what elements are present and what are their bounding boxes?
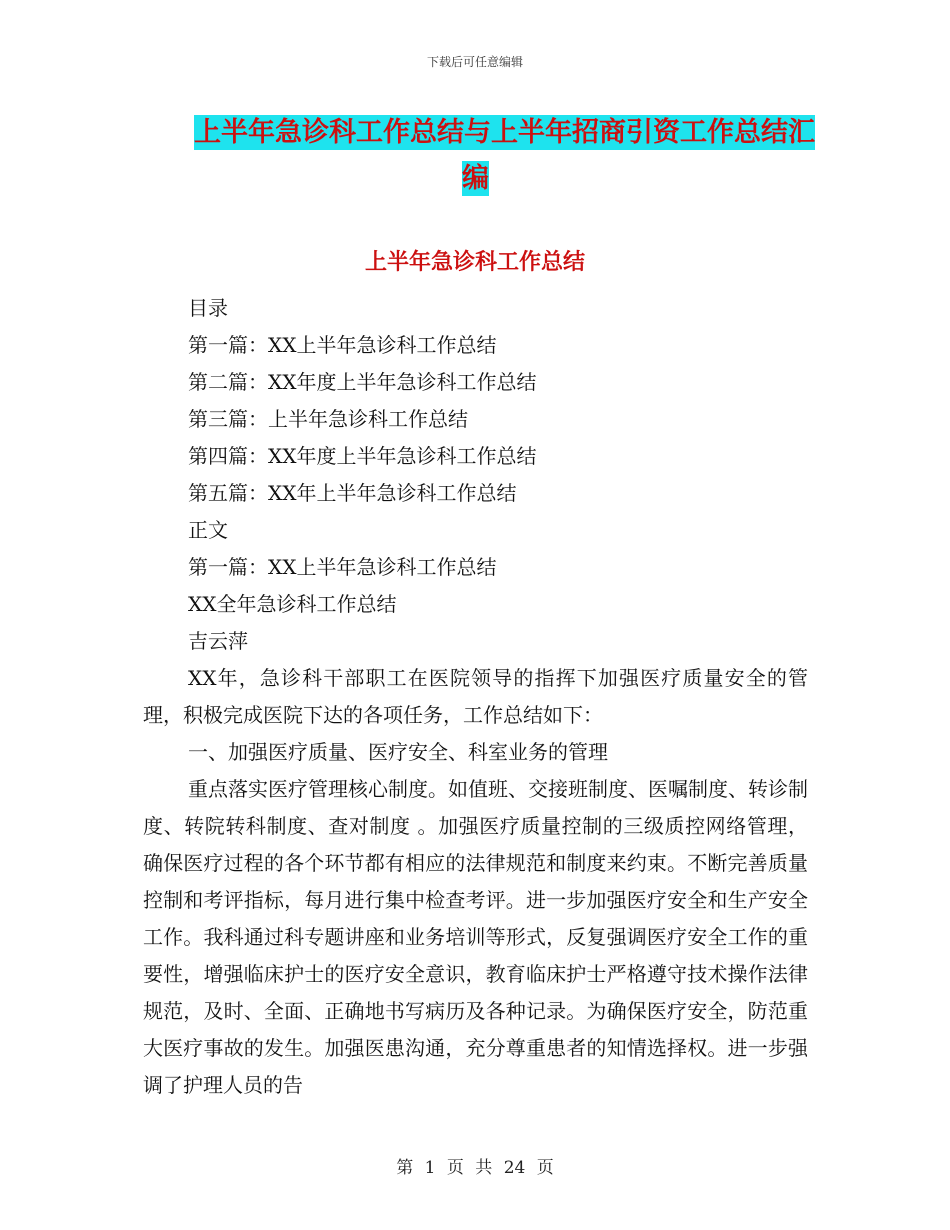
toc-item: 第三篇：上半年急诊科工作总结 xyxy=(188,407,468,431)
toc-item: 第二篇：XX年度上半年急诊科工作总结 xyxy=(188,370,537,394)
page-number: 第 1 页 共 24 页 xyxy=(396,1158,554,1178)
author-name: 吉云萍 xyxy=(188,629,248,653)
chapter-subtitle: XX全年急诊科工作总结 xyxy=(188,592,397,616)
section-title: 上半年急诊科工作总结 xyxy=(364,250,585,275)
heading-section-1: 一、加强医疗质量、医疗安全、科室业务的管理 xyxy=(188,740,608,764)
toc-item: 第一篇：XX上半年急诊科工作总结 xyxy=(188,333,497,357)
toc-item: 第五篇：XX年上半年急诊科工作总结 xyxy=(188,481,517,505)
toc-heading: 目录 xyxy=(188,296,228,320)
toc-item: 第四篇：XX年度上半年急诊科工作总结 xyxy=(188,444,537,468)
paragraph-intro: XX年，急诊科干部职工在医院领导的指挥下加强医疗质量安全的管理，积极完成医院下达的各项任务，工作总结如下： xyxy=(143,666,808,727)
paragraph-body: 重点落实医疗管理核心制度。如值班、交接班制度、医嘱制度、转诊制度、转院转科制度、查对制度 。加强医疗质量控制的三级质控网络管理，确保医疗过程的各个环节都有相应的法律规范和制度来约束。不断完善质量控制和考评指标，每月进行集中检查考评。进一步加强医疗安全和生产安全工作。我科通过科专题讲座和业务培训等形式，反复强调医疗安全工作的重要性，增强临床护士的医疗安全意识，教育临床护士严格遵守技术操作法律规范，及时、全面、正确地书写病历及各种记录。为确保医疗安全，防范重大医疗事故的发生。加强医患沟通，充分尊重患者的知情选择权。进一步强调了护理人员的告 xyxy=(143,777,808,1097)
document-body xyxy=(143,290,808,1104)
body-label: 正文 xyxy=(188,518,228,542)
page-header-note: 下载后可任意编辑 xyxy=(426,55,523,69)
title-line-1: 上半年急诊科工作总结与上半年招商引资工作总结汇 xyxy=(194,117,815,148)
chapter-title: 第一篇：XX上半年急诊科工作总结 xyxy=(188,555,497,579)
title-line-2: 编 xyxy=(462,163,489,194)
